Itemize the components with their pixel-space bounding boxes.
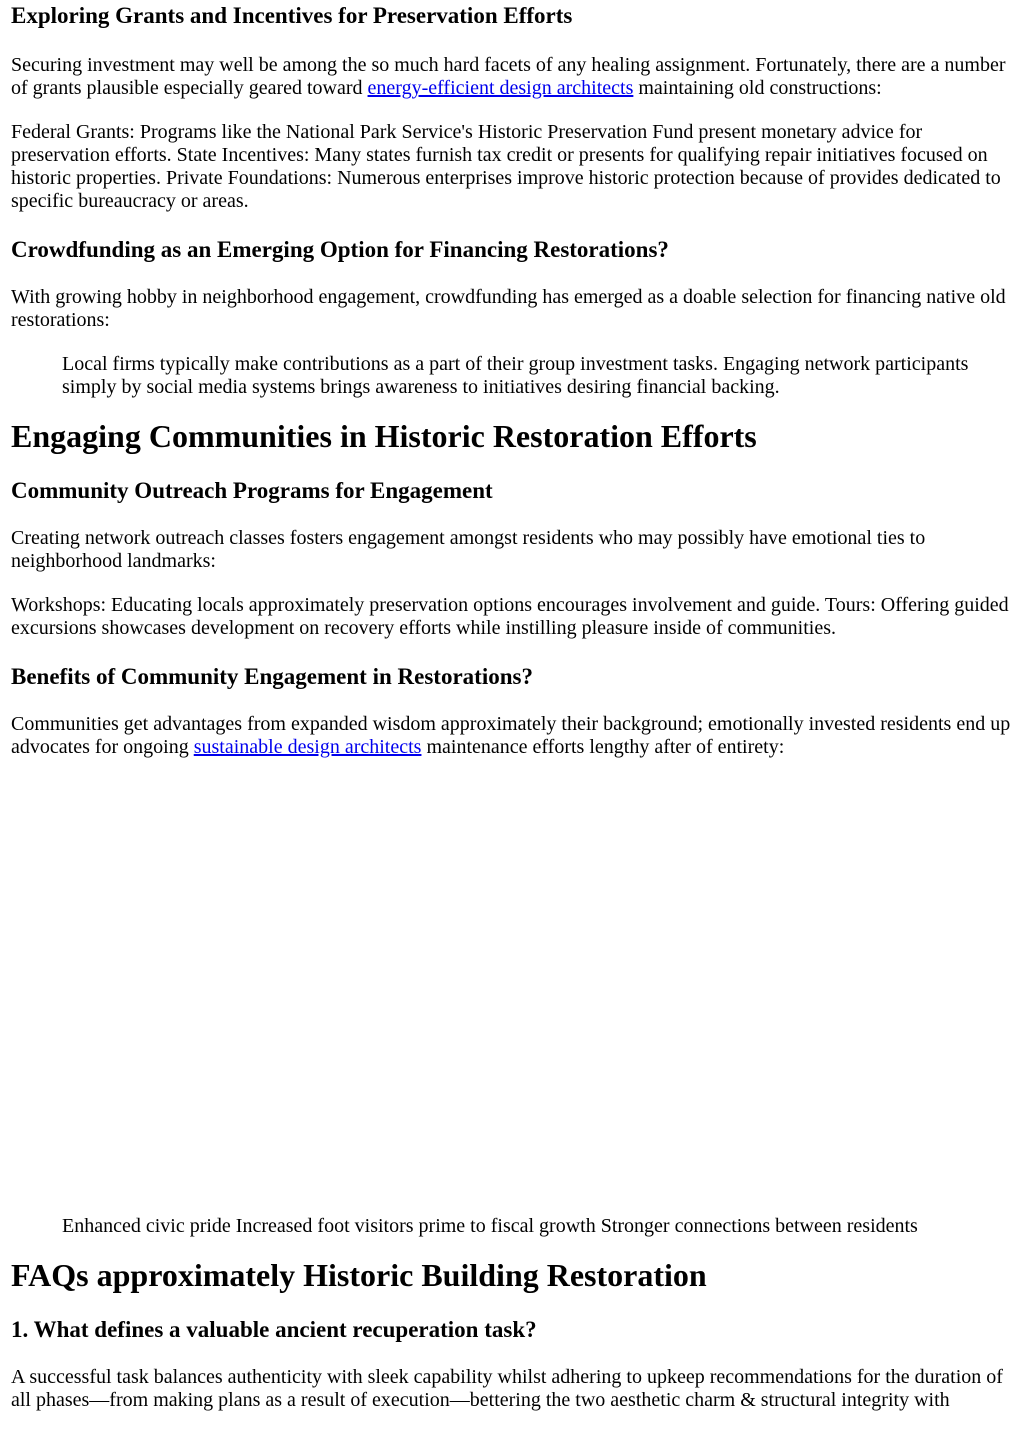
crowdfunding-quote: Local firms typically make contributions as a part of their group investment tasks. Engaging network participants simply by social media systems brings awareness to initiatives desiring financial backing. bbox=[62, 353, 969, 398]
grants-intro bbox=[11, 54, 1014, 100]
faqs-heading: FAQs approximately Historic Building Restoration bbox=[11, 1257, 707, 1293]
grants-list: Federal Grants: Programs like the National Park Service's Historic Preservation Fund present monetary advice for preservation efforts. State Incentives: Many states furnish tax credit or presents for qualifying repair initiatives focused on historic properties. Private Foundations: Numerous enterprises improve historic protection because of provides dedicated to specific bureaucracy or areas. bbox=[11, 121, 1001, 212]
faq-answer-1: A successful task balances authenticity with sleek capability whilst adhering to upkeep recommendations for the duration of all phases—from making plans as a result of execution—bettering the two aesthetic charm & structural integrity with bbox=[11, 1366, 1003, 1411]
outreach-intro: Creating network outreach classes fosters engagement amongst residents who may possibly have emotional ties to neighborhood landmarks: bbox=[11, 527, 926, 572]
outreach-list: Workshops: Educating locals approximately preservation options encourages involvement and guide. Tours: Offering guided excursions showcases development on recovery efforts while instilling pleasure inside of communities. bbox=[11, 594, 1009, 639]
benefits-intro-text-before: Communities get advantages from expanded wisdom approximately their background; emotionally invested residents end up advocates for ongoing bbox=[11, 713, 1011, 758]
crowdfunding-heading: Crowdfunding as an Emerging Option for Financing Restorations? bbox=[11, 237, 669, 262]
grants-heading: Exploring Grants and Incentives for Preservation Efforts bbox=[11, 3, 573, 28]
grants-intro-text-after: maintaining old constructions: bbox=[633, 77, 882, 99]
faq-question-1: 1. What defines a valuable ancient recuperation task? bbox=[11, 1317, 537, 1342]
energy-efficient-design-architects-link[interactable]: energy-efficient design architects bbox=[367, 77, 634, 99]
benefits-intro bbox=[11, 713, 1014, 759]
benefits-heading: Benefits of Community Engagement in Restorations? bbox=[11, 664, 533, 689]
sustainable-design-architects-link[interactable]: sustainable design architects bbox=[193, 736, 422, 758]
outreach-heading: Community Outreach Programs for Engagement bbox=[11, 478, 493, 503]
crowdfunding-intro: With growing hobby in neighborhood engagement, crowdfunding has emerged as a doable selection for financing native old restorations: bbox=[11, 286, 1006, 331]
benefits-quote: Enhanced civic pride Increased foot visitors prime to fiscal growth Stronger connections between residents bbox=[62, 1215, 918, 1237]
grants-intro-text-before: Securing investment may well be among the so much hard facets of any healing assignment. Fortunately, there are a number of grants plausible especially geared toward bbox=[11, 54, 1006, 99]
communities-heading: Engaging Communities in Historic Restoration Efforts bbox=[11, 418, 757, 454]
benefits-intro-text-after: maintenance efforts lengthy after of entirety: bbox=[421, 736, 785, 758]
embedded-media-blank bbox=[11, 771, 1014, 1203]
